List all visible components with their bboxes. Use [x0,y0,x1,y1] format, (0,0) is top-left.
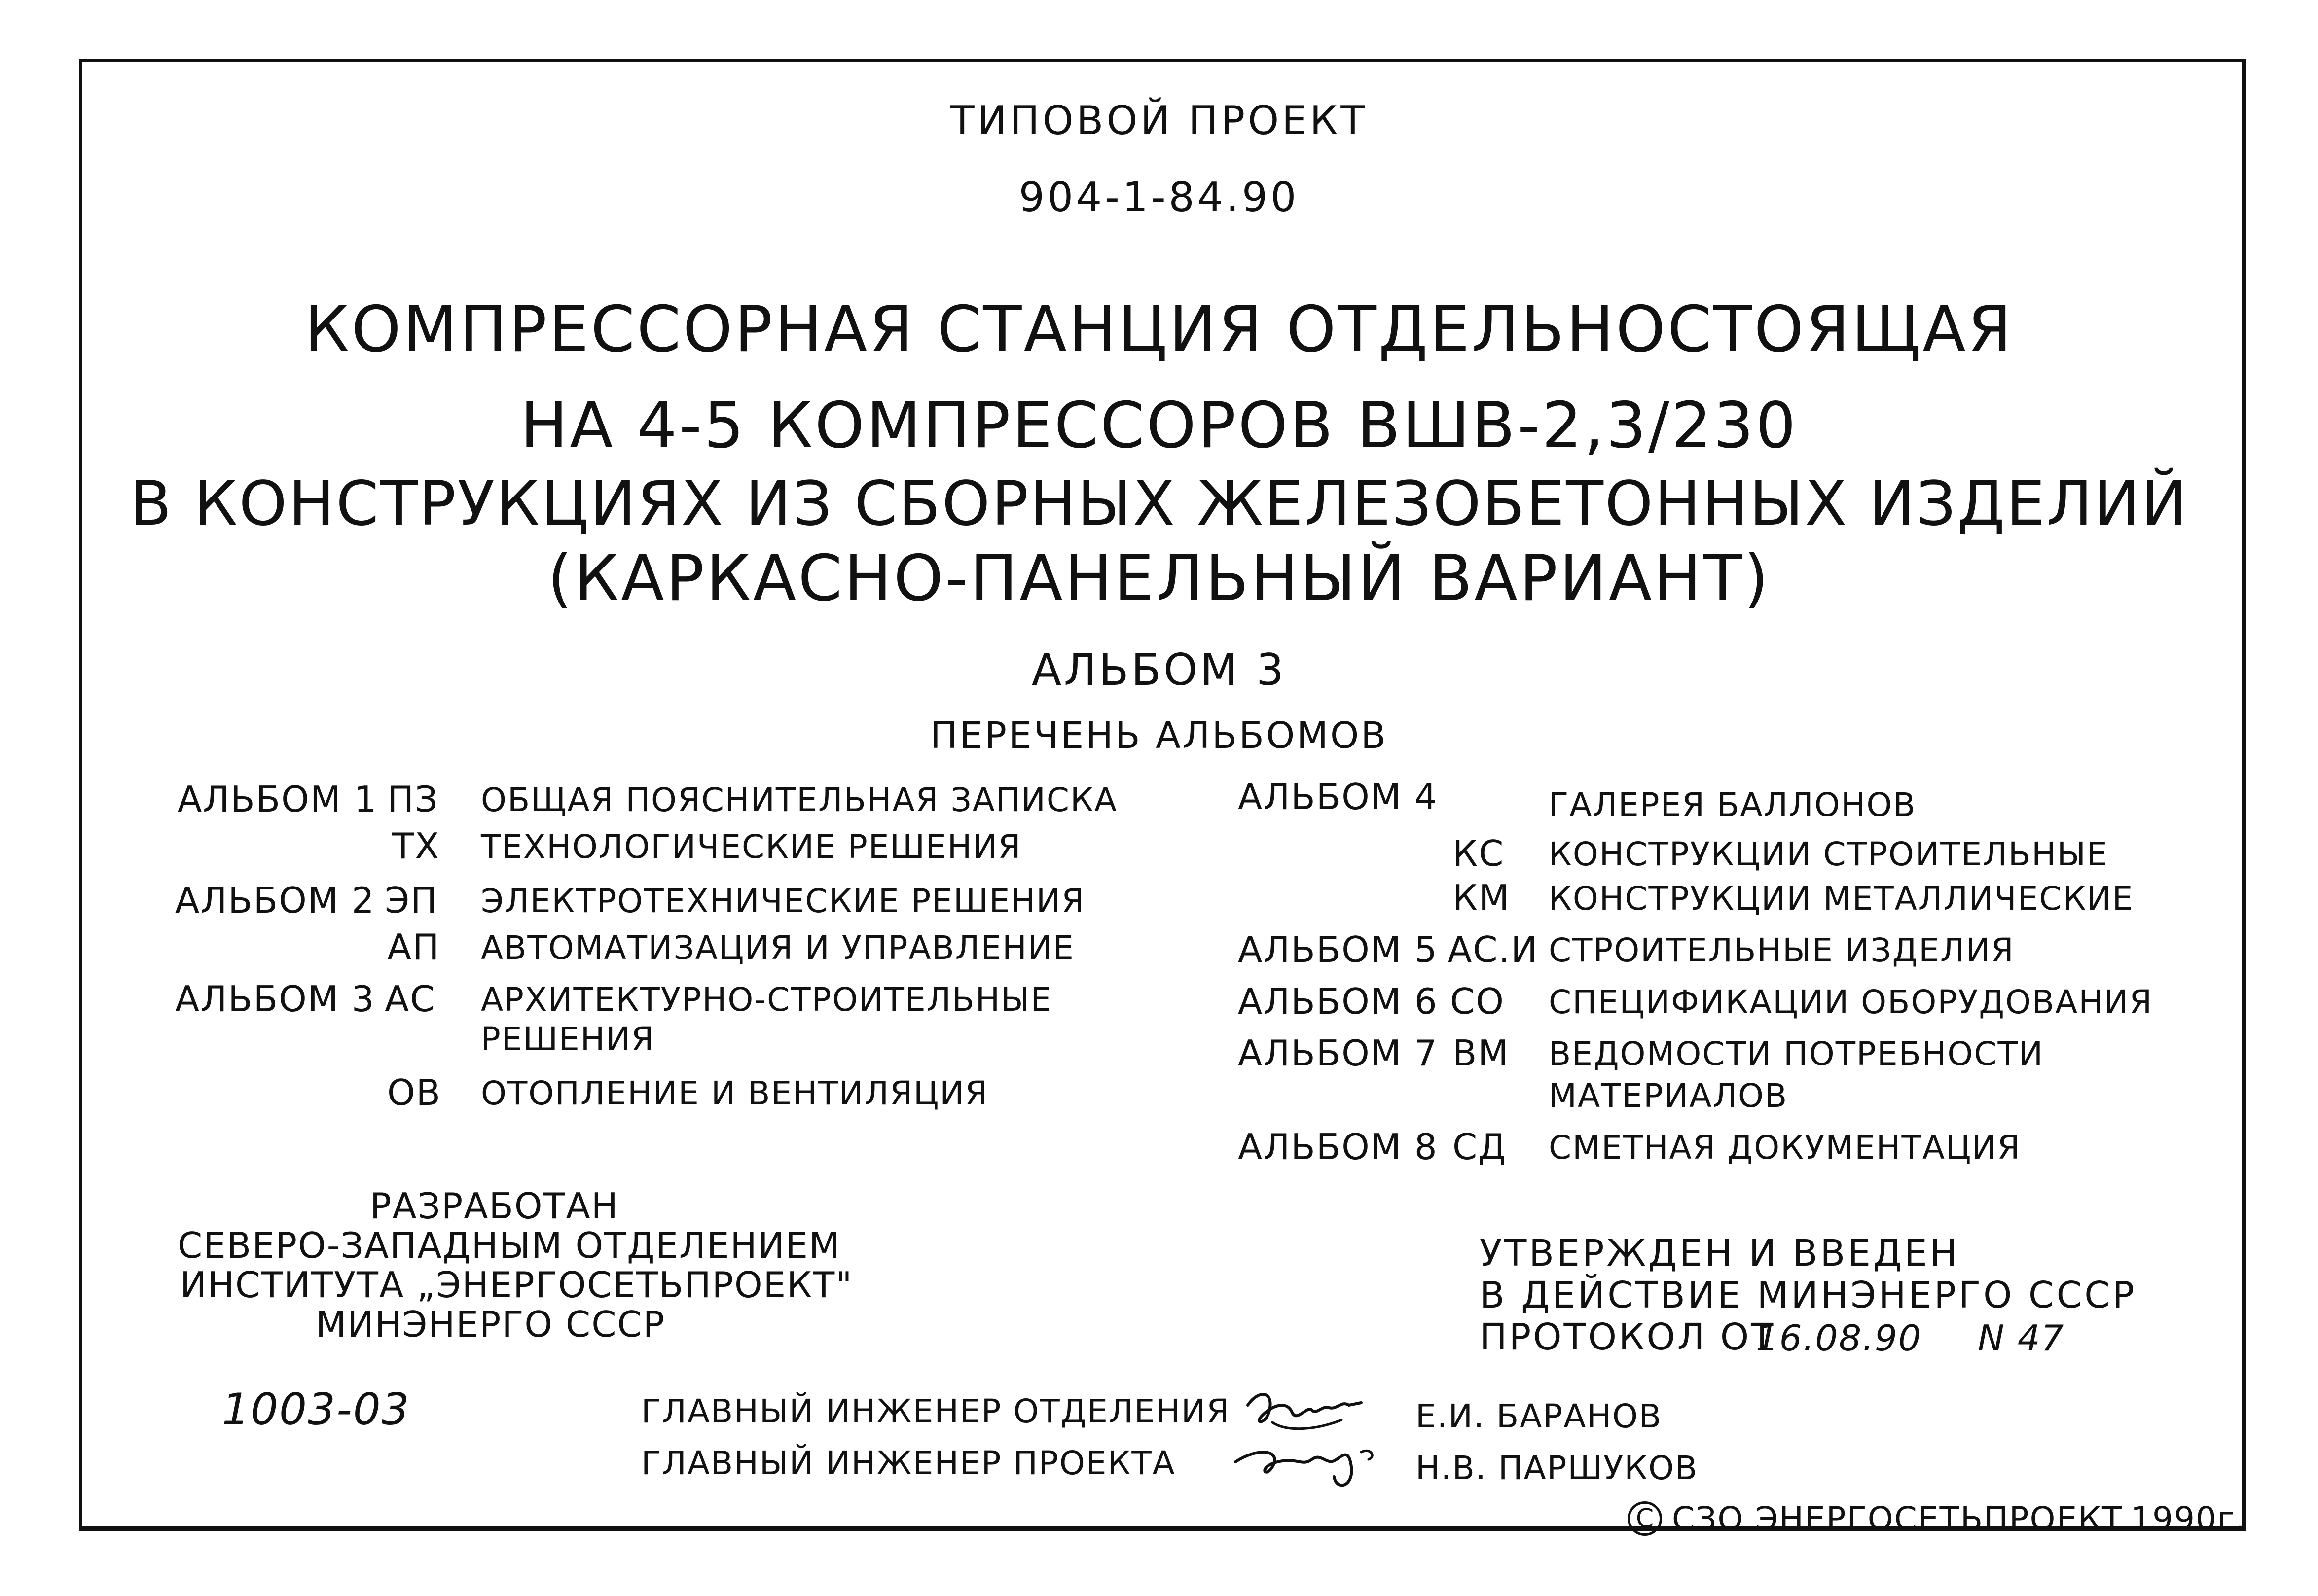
copyright-text: СЗО ЭНЕРГОСЕТЬПРОЕКТ [1672,1500,2123,1538]
section-code: ОВ [387,1072,442,1113]
approval-date: 16.08.90 [1756,1317,1922,1359]
section-title: КОНСТРУКЦИИ СТРОИТЕЛЬНЫЕ [1549,835,2108,873]
section-title: ЭЛЕКТРОТЕХНИЧЕСКИЕ РЕШЕНИЯ [481,882,1086,920]
section-code: АС.И [1448,929,1539,970]
copyright-year: 1990г. [2131,1500,2247,1538]
section-code: АП [387,926,440,968]
section-title: АВТОМАТИЗАЦИЯ И УПРАВЛЕНИЕ [481,929,1075,967]
signature-name: Н.В. ПАРШУКОВ [1415,1449,1699,1487]
section-title-continued: МАТЕРИАЛОВ [1549,1077,1788,1115]
section-code: ЭП [385,880,438,921]
title-line-4: (КАРКАСНО-ПАНЕЛЬНЫЙ ВАРИАНТ) [547,542,1771,615]
section-title: ГАЛЕРЕЯ БАЛЛОНОВ [1549,786,1917,824]
section-title-continued: РЕШЕНИЯ [481,1020,655,1058]
section-title: ТЕХНОЛОГИЧЕСКИЕ РЕШЕНИЯ [481,828,1022,866]
album-label: АЛЬБОМ 4 [1238,776,1438,817]
albums-list-heading: ПЕРЕЧЕНЬ АЛЬБОМОВ [930,714,1388,757]
section-code: КС [1452,833,1505,874]
project-type-label: ТИПОВОЙ ПРОЕКТ [950,98,1368,143]
section-title: СТРОИТЕЛЬНЫЕ ИЗДЕЛИЯ [1549,931,2015,969]
project-number: 904-1-84.90 [1018,174,1300,221]
approval-number: N 47 [1978,1317,2065,1359]
album-label: АЛЬБОМ 6 [1238,981,1438,1022]
section-title: СМЕТНАЯ ДОКУМЕНТАЦИЯ [1549,1129,2021,1167]
album-label: АЛЬБОМ 5 [1238,929,1438,970]
section-code: КМ [1452,877,1511,919]
title-line-3: В КОНСТРУКЦИЯХ ИЗ СБОРНЫХ ЖЕЛЕЗОБЕТОННЫХ ИЗДЕЛИЙ [129,468,2189,539]
signature-role: ГЛАВНЫЙ ИНЖЕНЕР ОТДЕЛЕНИЯ [641,1392,1231,1430]
album-label: АЛЬБОМ 3 [175,978,375,1020]
album-label: АЛЬБОМ 7 [1238,1032,1438,1074]
developer-line: СЕВЕРО-ЗАПАДНЫМ ОТДЕЛЕНИЕМ [178,1225,841,1266]
section-title: ОТОПЛЕНИЕ И ВЕНТИЛЯЦИЯ [481,1074,989,1112]
document-code: 1003-03 [222,1384,410,1435]
signature-role: ГЛАВНЫЙ ИНЖЕНЕР ПРОЕКТА [641,1444,1176,1482]
developer-line: МИНЭНЕРГО СССР [316,1304,666,1345]
signature-name: Е.И. БАРАНОВ [1415,1397,1663,1435]
album-label: АЛЬБОМ 8 [1238,1126,1438,1168]
section-code: ТХ [392,825,440,867]
section-code: АС [385,978,436,1020]
section-title: ОБЩАЯ ПОЯСНИТЕЛЬНАЯ ЗАПИСКА [481,781,1118,819]
approval-line: В ДЕЙСТВИЕ МИНЭНЕРГО СССР [1480,1274,2137,1316]
title-line-2: НА 4-5 КОМПРЕССОРОВ ВШВ-2,3/230 [520,389,1798,462]
approval-protocol-label: ПРОТОКОЛ ОТ [1480,1316,1775,1358]
section-title: КОНСТРУКЦИИ МЕТАЛЛИЧЕСКИЕ [1549,880,2134,918]
signature-parshukov [1228,1432,1396,1501]
approval-line: УТВЕРЖДЕН И ВВЕДЕН [1480,1232,1960,1275]
signature-baranov [1243,1385,1371,1440]
developer-line: ИНСТИТУТА „ЭНЕРГОСЕТЬПРОЕКТ" [180,1264,853,1306]
section-title: СПЕЦИФИКАЦИИ ОБОРУДОВАНИЯ [1549,983,2153,1021]
copyright-icon: C [1628,1501,1662,1536]
album-label: АЛЬБОМ 2 [175,880,375,921]
album-label: АЛЬБОМ 1 [178,779,378,820]
title-line-1: КОМПРЕССОРНАЯ СТАНЦИЯ ОТДЕЛЬНОСТОЯЩАЯ [304,293,2014,366]
developer-heading: РАЗРАБОТАН [370,1185,619,1227]
album-number: АЛЬБОМ 3 [1031,644,1287,695]
section-code: ВМ [1452,1032,1510,1074]
section-code: ПЗ [387,779,439,820]
section-title: АРХИТЕКТУРНО-СТРОИТЕЛЬНЫЕ [481,981,1052,1019]
section-title: ВЕДОМОСТИ ПОТРЕБНОСТИ [1549,1035,2044,1073]
section-code: СО [1450,981,1505,1022]
section-code: СД [1452,1126,1507,1168]
